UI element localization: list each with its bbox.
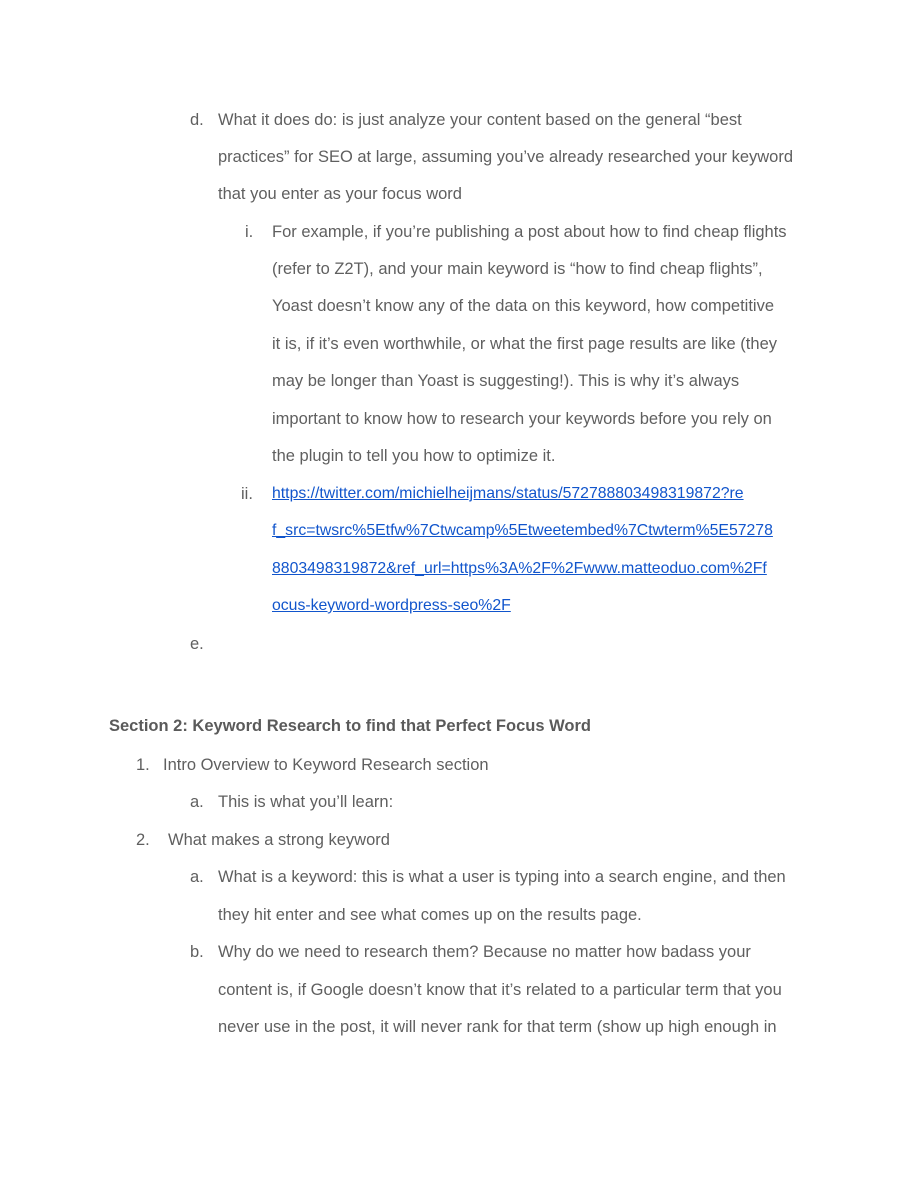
list-marker-2: 2.	[136, 831, 150, 849]
list-marker-1a: a.	[190, 793, 204, 811]
twitter-link-line-2[interactable]: f_src=twsrc%5Etfw%7Ctwcamp%5Etweetembed%7Ctwterm%5E57278	[272, 522, 773, 539]
list-marker-1: 1.	[136, 756, 150, 774]
item-2-text: What makes a strong keyword	[168, 831, 390, 849]
item-d-line-1: What it does do: is just analyze your content based on the general “best	[218, 111, 742, 129]
twitter-link-line-4[interactable]: ocus-keyword-wordpress-seo%2F	[272, 597, 511, 614]
item-i-line-7: the plugin to tell you how to optimize it.	[272, 447, 556, 465]
item-d-line-2: practices” for SEO at large, assuming you’ve already researched your keyword	[218, 148, 794, 166]
item-i-line-6: important to know how to research your keywords before you rely on	[272, 410, 772, 428]
list-marker-2a: a.	[190, 868, 204, 886]
list-marker-i: i.	[245, 223, 254, 241]
item-2b-line-2: content is, if Google doesn’t know that it’s related to a particular term that you	[218, 981, 782, 999]
item-i-line-1: For example, if you’re publishing a post about how to find cheap flights	[272, 223, 787, 241]
list-marker-ii: ii.	[241, 485, 253, 503]
item-i-line-4: it is, if it’s even worthwhile, or what the first page results are like (they	[272, 335, 777, 353]
item-i-line-5: may be longer than Yoast is suggesting!). This is why it’s always	[272, 372, 740, 390]
twitter-link-line-1[interactable]: https://twitter.com/michielheijmans/status/572788803498319872?re	[272, 485, 744, 502]
section-2-heading: Section 2: Keyword Research to find that Perfect Focus Word	[109, 717, 591, 735]
item-i-line-2: (refer to Z2T), and your main keyword is “how to find cheap flights”,	[272, 260, 763, 278]
item-1a-text: This is what you’ll learn:	[218, 793, 394, 811]
list-marker-2b: b.	[190, 943, 204, 961]
item-2a-line-2: they hit enter and see what comes up on the results page.	[218, 906, 642, 924]
item-1-text: Intro Overview to Keyword Research section	[163, 756, 489, 774]
list-marker-d: d.	[190, 111, 204, 129]
twitter-link-line-3[interactable]: 8803498319872&ref_url=https%3A%2F%2Fwww.matteoduo.com%2Ff	[272, 560, 767, 577]
item-d-line-3: that you enter as your focus word	[218, 185, 462, 203]
item-2a-line-1: What is a keyword: this is what a user is typing into a search engine, and then	[218, 868, 786, 886]
item-2b-line-1: Why do we need to research them? Because no matter how badass your	[218, 943, 751, 961]
item-2b-line-3: never use in the post, it will never rank for that term (show up high enough in	[218, 1018, 777, 1036]
item-i-line-3: Yoast doesn’t know any of the data on this keyword, how competitive	[272, 297, 775, 315]
list-marker-e: e.	[190, 635, 204, 653]
